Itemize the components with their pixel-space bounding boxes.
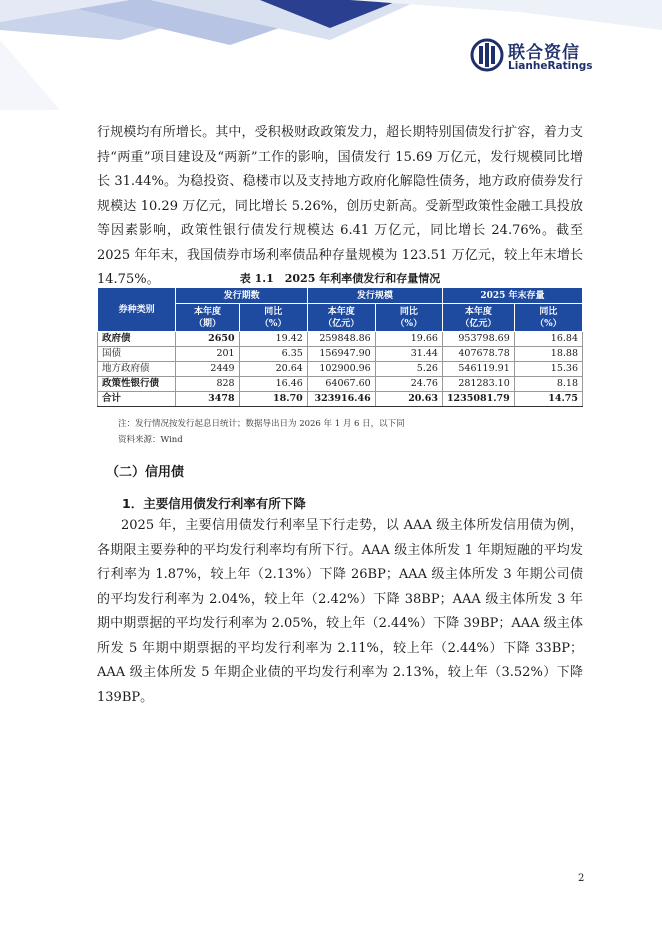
subheader: 同比 （%） — [375, 304, 442, 332]
subheader: 本年度 （亿元） — [307, 304, 375, 332]
table-row: 国债 201 6.35 156947.90 31.44 407678.78 18.88 — [98, 347, 583, 362]
credit-bond-paragraph: 2025 年，主要信用债发行利率呈下行走势，以 AAA 级主体所发信用债为例，各期限主要券种的平均发行利率均有所下行。AAA 级主体所发 1 年期短融的平均发行利率为 1.87%，较上年（2.13%）下降 26BP；AAA 级主体所发 3 年期公司债的平均发行利率为 2.04%，较上年（2.42%）下降 38BP；AAA 级主体所发 3 年期中期票据的平均发行利率为 2.05%，较上年（2.44%）下降 39BP；AAA 级主体所发 5 年期中期票据的平均发行利率为 2.11%，较上年（2.44%）下降 33BP；AAA 级主体所发 5 年期企业债的平均发行利率为 2.13%，较上年（3.52%）下降 139BP。 — [97, 518, 583, 705]
table-row: 政策性银行债 828 16.46 64067.60 24.76 281283.10 8.18 — [98, 377, 583, 392]
table-source: 资料来源：Wind — [118, 435, 183, 445]
subheader: 本年度 （期） — [176, 304, 239, 332]
section-heading: （二）信用债 — [106, 465, 185, 480]
table-title: 表 1.1 2025 年利率债发行和存量情况 — [239, 272, 441, 285]
subheader: 本年度 （亿元） — [442, 304, 514, 332]
group-header-outstanding: 2025 年末存量 — [442, 288, 582, 304]
group-header-issue-count: 发行期数 — [176, 288, 307, 304]
logo-english-name: LianheRatings — [508, 60, 593, 72]
lianhe-logo-icon — [470, 38, 504, 72]
table-row-total: 合计 3478 18.70 323916.46 20.63 1235081.79 14.75 — [98, 392, 583, 407]
logo-chinese-name: 联合资信 — [508, 43, 580, 63]
category-header: 券种类别 — [98, 288, 176, 332]
subheader: 同比 （%） — [514, 304, 582, 332]
table-row: 地方政府债 2449 20.64 102900.96 5.26 546119.91 15.36 — [98, 362, 583, 377]
group-header-issue-size: 发行规模 — [307, 288, 442, 304]
table-row: 政府债 2650 19.42 259848.86 19.66 953798.69 16.84 — [98, 332, 583, 347]
intro-paragraph: 行规模均有所增长。其中，受积极财政政策发力，超长期特别国债发行扩容，着力支持“两重”项目建设及“两新”工作的影响，国债发行 15.69 万亿元，发行规模同比增长 31.44%。为稳投资、稳楼市以及支持地方政府化解隐性债务，地方政府债券发行规模达 10.29 万亿元，同比增长 5.26%，创历史新高。受新型政策性金融工具投放等因素影响，政策性银行债发行规模达 6.41 万亿元，同比增长 24.76%。截至 2025 年年末，我国债券市场利率债品种存量规模为 123.51 万亿元，较上年末增长 14.75%。 — [97, 125, 583, 287]
subsection-heading: 1．主要信用债发行利率有所下降 — [122, 496, 306, 511]
lianhe-logo — [470, 38, 620, 78]
rate-bond-table — [97, 287, 583, 407]
page-number: 2 — [578, 873, 585, 884]
table-note: 注：发行情况按发行起息日统计；数据导出日为 2026 年 1 月 6 日，以下同 — [118, 419, 405, 429]
subheader: 同比 （%） — [239, 304, 307, 332]
